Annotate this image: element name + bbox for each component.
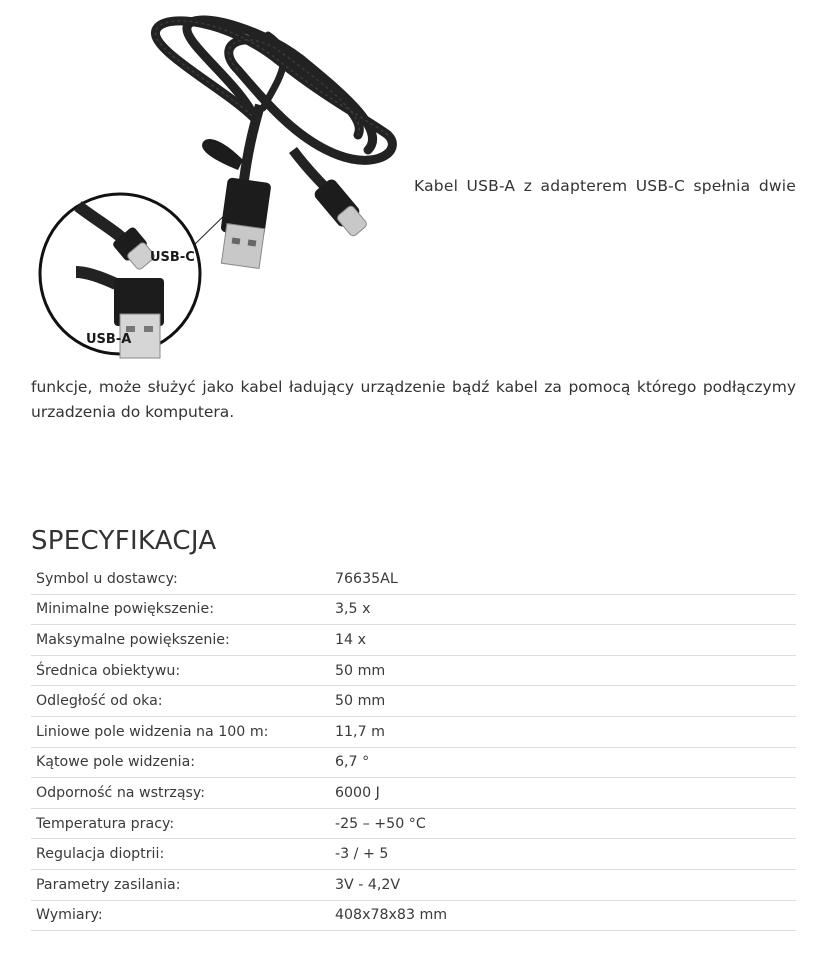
spec-value: -3 / + 5 xyxy=(335,846,389,863)
spec-label: Parametry zasilania: xyxy=(36,876,181,893)
spec-value: 3V - 4,2V xyxy=(335,876,401,893)
spec-value: 50 mm xyxy=(335,693,386,710)
spec-label: Minimalne powiększenie: xyxy=(36,601,214,618)
spec-value: 14 x xyxy=(335,631,366,648)
description-continuation: funkcje, może służyć jako kabel ładujący urządzenie bądź kabel za pomocą którego podłączymy urzadzenia do komputera. xyxy=(31,378,796,421)
callout-usb-c-label: USB-C xyxy=(150,250,195,265)
spec-row xyxy=(31,748,796,779)
spec-label: Średnica obiektywu: xyxy=(36,662,181,679)
spec-row xyxy=(31,564,796,595)
spec-value: 3,5 x xyxy=(335,601,371,618)
spec-label: Odległość od oka: xyxy=(36,693,163,710)
spec-row xyxy=(31,809,796,840)
spec-label: Symbol u dostawcy: xyxy=(36,570,178,587)
spec-label: Liniowe pole widzenia na 100 m: xyxy=(36,723,269,740)
spec-row xyxy=(31,839,796,870)
spec-value: 76635AL xyxy=(335,570,398,587)
callout-labels xyxy=(38,10,400,370)
spec-row xyxy=(31,778,796,809)
description-first-line: Kabel USB-A z adapterem USB-C spełnia dwie xyxy=(414,177,796,195)
spec-value: 408x78x83 mm xyxy=(335,907,448,924)
spec-row xyxy=(31,625,796,656)
spec-row xyxy=(31,595,796,626)
spec-value: 11,7 m xyxy=(335,723,385,740)
callout-usb-a-label: USB-A xyxy=(86,332,132,347)
spec-label: Maksymalne powiększenie: xyxy=(36,631,230,648)
spec-row xyxy=(31,901,796,932)
spec-value: 6000 J xyxy=(335,784,380,801)
spec-value: 50 mm xyxy=(335,662,386,679)
spec-row xyxy=(31,870,796,901)
spec-label: Regulacja dioptrii: xyxy=(36,846,165,863)
spec-value: -25 – +50 °C xyxy=(335,815,426,832)
spec-label: Wymiary: xyxy=(36,907,103,924)
spec-value: 6,7 ° xyxy=(335,754,370,771)
specification-heading: SPECYFIKACJA xyxy=(31,526,217,556)
spec-label: Temperatura pracy: xyxy=(36,815,175,832)
spec-row xyxy=(31,656,796,687)
spec-row xyxy=(31,717,796,748)
specification-table xyxy=(31,564,796,931)
spec-label: Kątowe pole widzenia: xyxy=(36,754,196,771)
spec-label: Odporność na wstrząsy: xyxy=(36,784,206,801)
spec-row xyxy=(31,686,796,717)
